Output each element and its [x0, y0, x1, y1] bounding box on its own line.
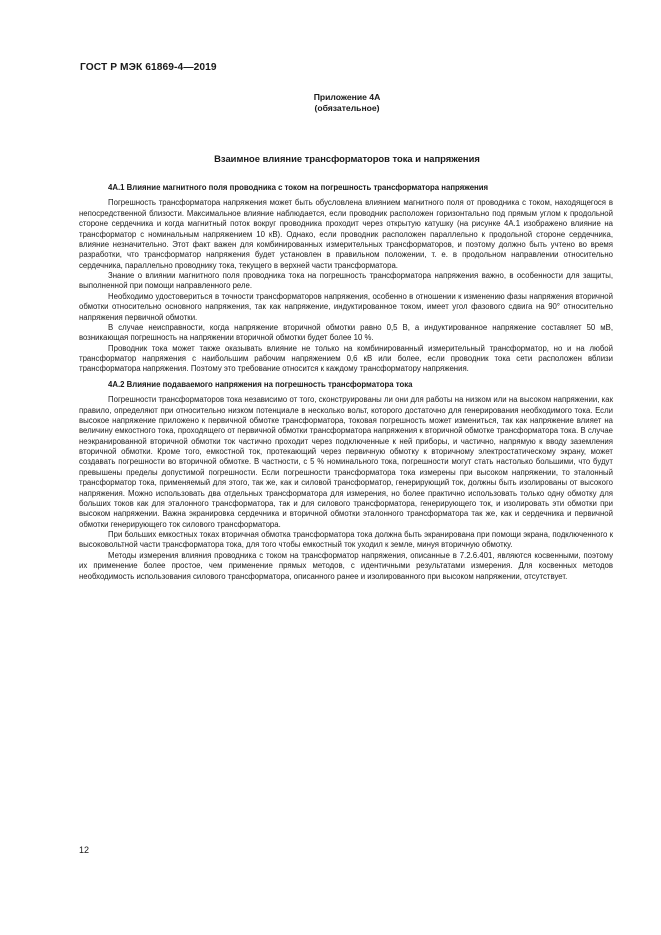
- paragraph: Знание о влиянии магнитного поля проводника тока на погрешность трансформатора напряжения важно, в особенности для защиты, выполненной при помощи направленного реле.: [79, 271, 613, 291]
- paragraph: Методы измерения влияния проводника с током на трансформатор напряжения, описанные в 7.2.6.401, являются косвенными, поэтому их применение более простое, чем применение прямых методов, с идентичными результатами измерения. Для косвенных методов необходимость использования силового трансформатора, описанного ранее и изолированного при высоком напряжении, отсутствует.: [79, 550, 613, 581]
- annex-label: [0, 92, 661, 114]
- document-body: [79, 183, 613, 582]
- annex-status: (обязательное): [314, 103, 380, 113]
- document-header: ГОСТ Р МЭК 61869-4—2019: [80, 62, 217, 73]
- paragraph: Проводник тока может также оказывать влияние не только на комбинированный измерительный трансформатор, но и на любой трансформатор напряжения с наибольшим рабочим напряжением 0,6 кВ или более, если проводник тока сети расположен вблизи трансформатора напряжения. Поэтому это требование относится к каждому трансформатору напряжения.: [79, 343, 613, 374]
- page-number: 12: [79, 845, 90, 855]
- paragraph: При больших емкостных токах вторичная обмотка трансформатора тока должна быть экранирована при помощи экрана, подключенного к высоковольтной части трансформатора тока, для того чтобы емкостный ток уходил к земле, минуя вторичную обмотку.: [79, 530, 613, 550]
- paragraph: В случае неисправности, когда напряжение вторичной обмотки равно 0,5 В, а индуктированное напряжение составляет 50 мВ, возникающая погрешность на напряжении вторичной обмотки будет более 10 %.: [79, 322, 613, 343]
- annex-title: Приложение 4А: [313, 92, 381, 102]
- section-heading-4a1: 4А.1 Влияние магнитного поля проводника с током на погрешность трансформатора напряжения: [108, 183, 489, 192]
- paragraph: Погрешности трансформаторов тока независимо от того, сконструированы ли они для работы на низком или на высоком напряжении, как правило, определяют при относительно низком потенциале в несколько вольт, которого достаточно для генерирования необходимого тока. Если высокое напряжение приложено к первичной обмотке трансформатора, токовая погрешность может измениться, так как напряжение влияет на величину емкостного тока, проходящего от первичной обмотки трансформатора напряжения к вторичной обмотке трансформатора тока. В случае неэкранированной вторичной обмотки ток частично проходит через подключенные к ней приборы, и частично, напрямую к вводу заземления вторичной обмотки. Кроме того, емкостной ток, протекающий через первичную обмотку к вторичному электростатическому экрану, может создавать погрешности во вторичной обмотке. В частности, с 5 % номинального тока, погрешности могут стать настолько большими, что будут превышены пределы допустимой погрешности. Если погрешности трансформатора тока измерены при высоком напряжении, то эталонный трансформатор тока, применяемый для этого, так же, как и силовой трансформатор, генерирующий ток, должны быть изолированы от высокого напряжения. Можно использовать два отдельных трансформатора для измерения, но более практично использовать только одну обмотку для больших токов как для эталонного трансформатора, так и для силового трансформатора, генерирующего ток, и изолировать эти обмотки при высоком напряжении. Важна экранировка сердечника и вторичной обмотки эталонного трансформатора так же, как и сердечника и первичной обмотки генерирующего ток силового трансформатора.: [79, 395, 613, 529]
- annex-heading: Взаимное влияние трансформаторов тока и напряжения: [214, 153, 480, 164]
- section-heading-4a2: 4А.2 Влияние подаваемого напряжения на погрешность трансформатора тока: [108, 379, 413, 389]
- paragraph: Необходимо удостовериться в точности трансформаторов напряжения, особенно в отношении к изменению фазы напряжения вторичной обмотки относительно основного напряжения, так как напряжение, индуктированное током, имеет угол фазового сдвига на 90° относительно напряжения первичной обмотки.: [79, 291, 613, 322]
- paragraph: Погрешность трансформатора напряжения может быть обусловлена влиянием магнитного поля от проводника с током, находящегося в непосредственной близости. Максимальное влияние наблюдается, если проводник расположен горизонтально под прямым углом к продольной стороне сердечника и когда магнитный поток вокруг проводника проходит через открытую катушку (на рисунке 4А.1 изображено влияние на трансформатор с номинальным напряжением 10 кВ). Однако, если проводник расположен параллельно к продольной стороне сердечника, влияние незначительно. Этот факт важен для комбинированных измерительных трансформаторов, и поэтому должно быть учтено во время разработки, что трансформатор напряжения будет установлен в правильном положении, т. е. в продольном направлении относительно сердечника, параллельно проводнику тока, текущего в верхней части трансформатора.: [79, 198, 613, 270]
